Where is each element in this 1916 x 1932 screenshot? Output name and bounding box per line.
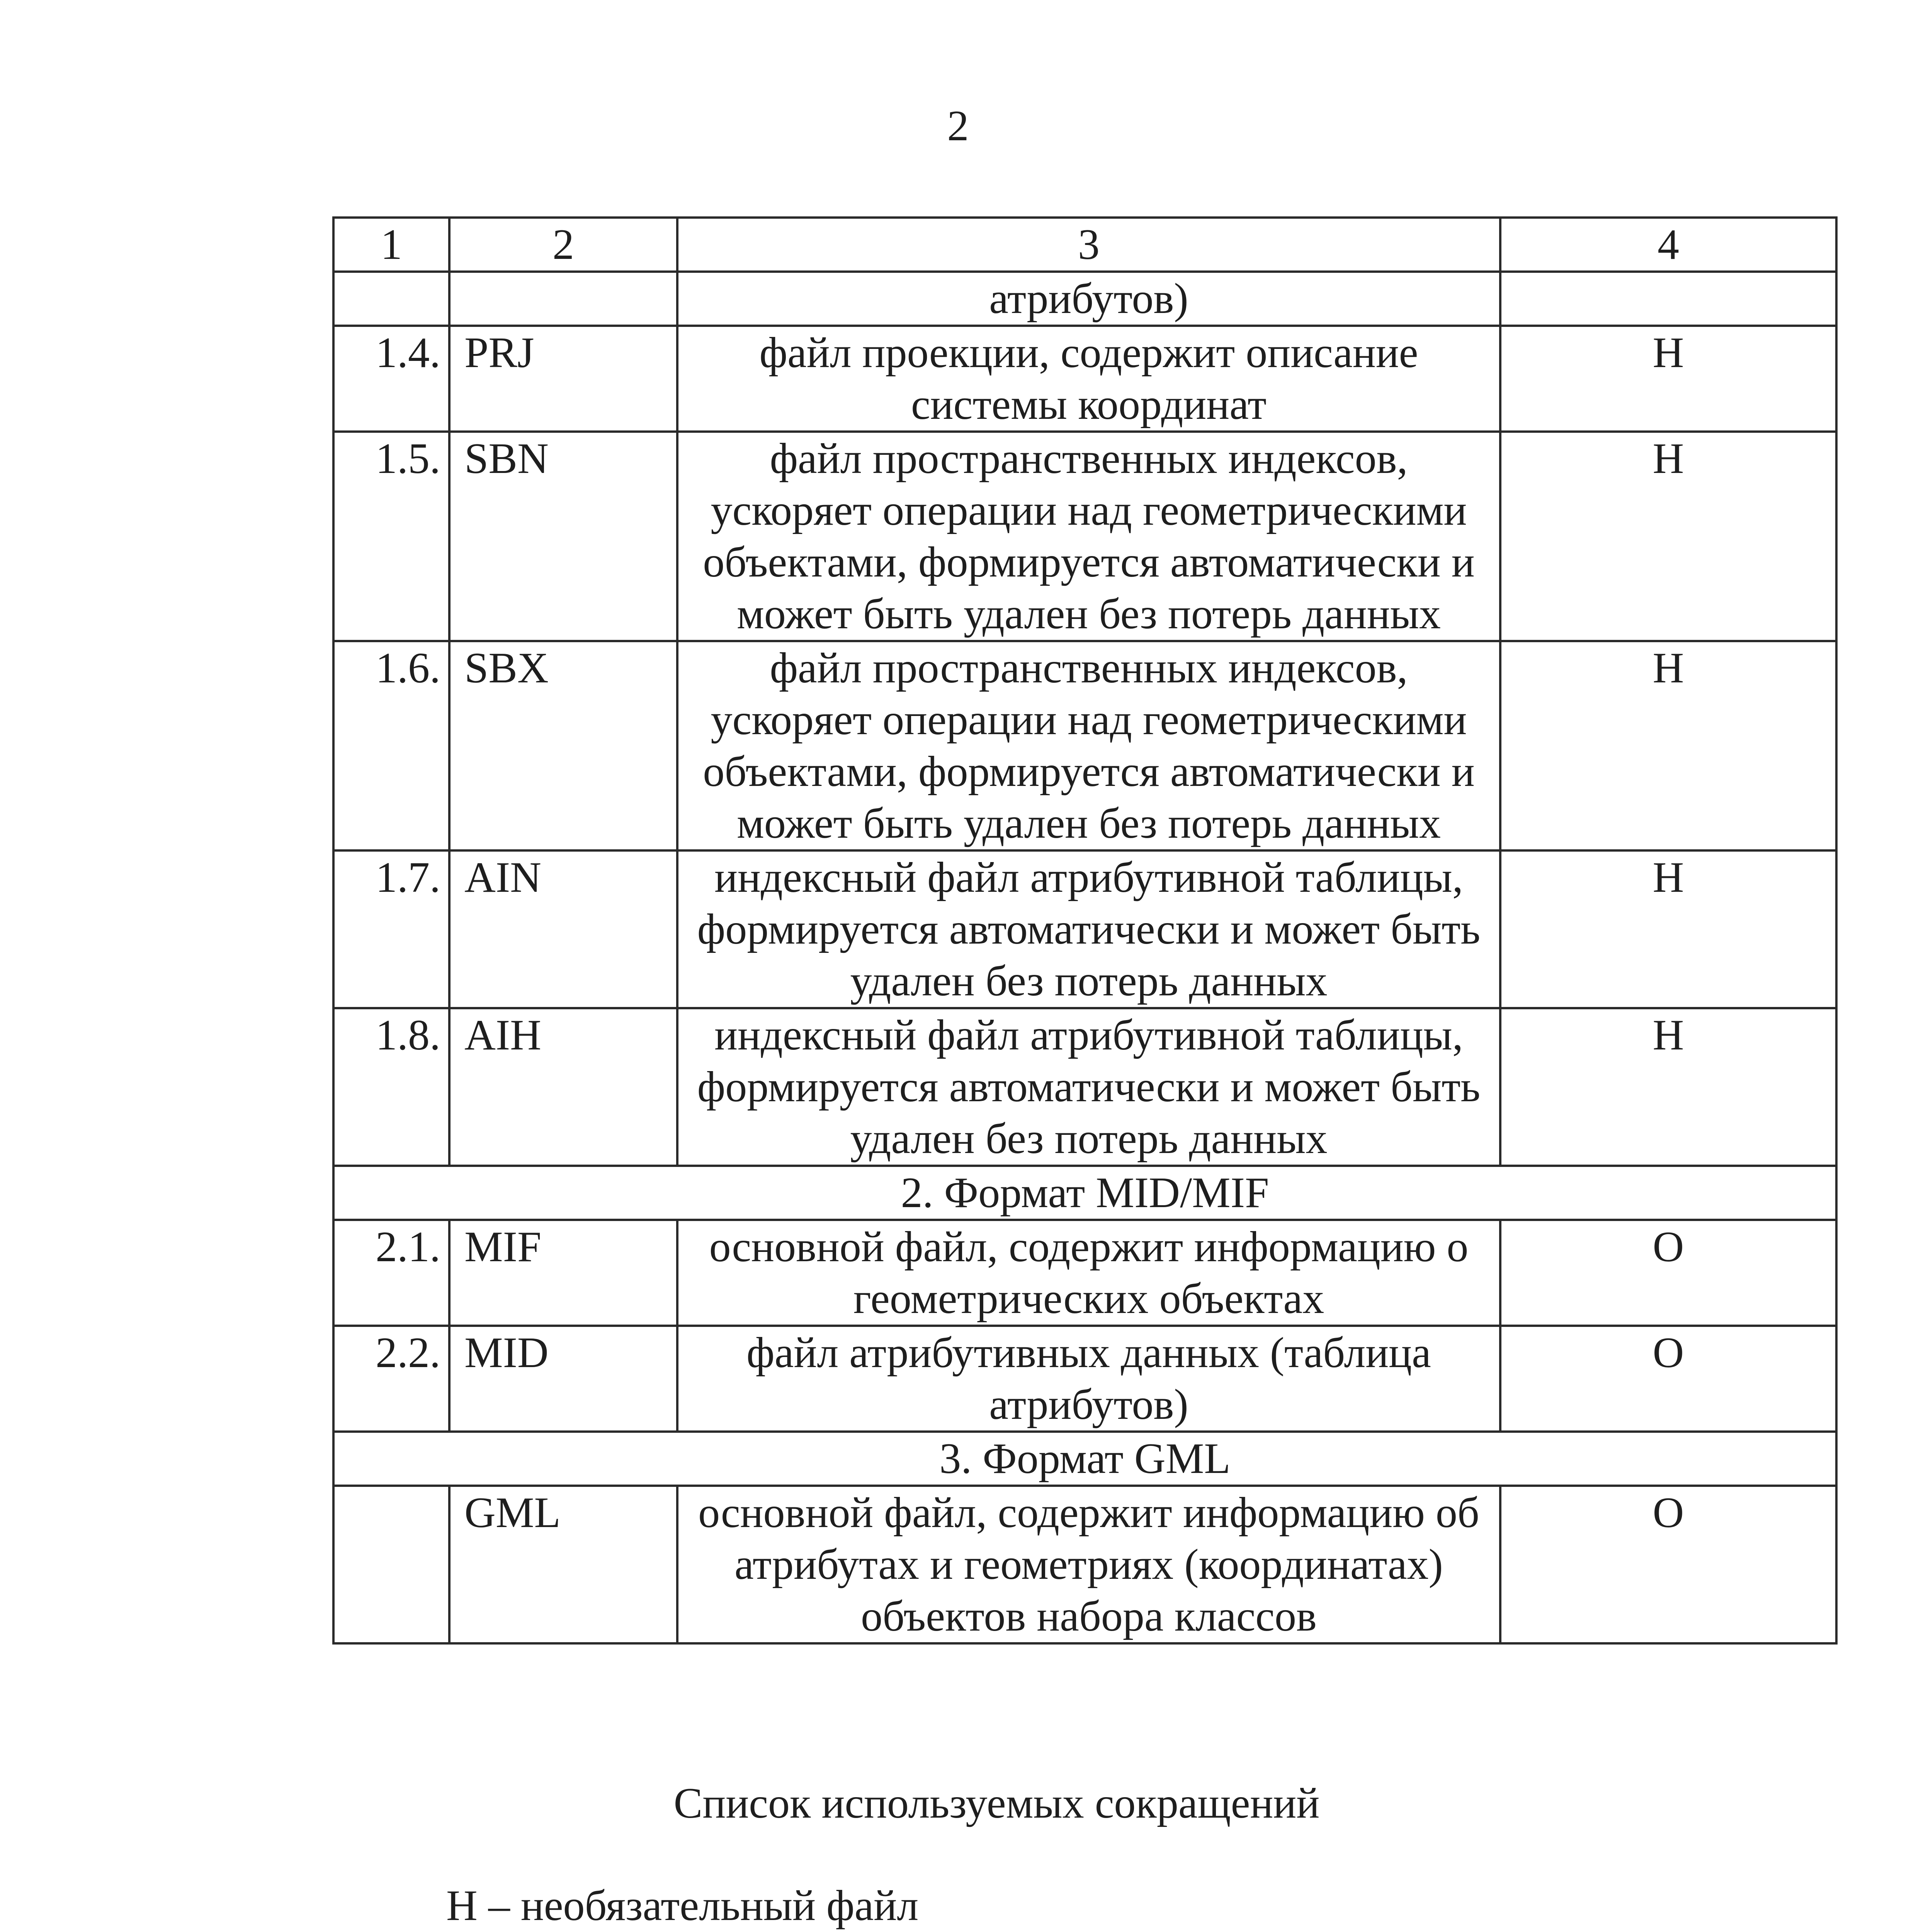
requirement-flag: О	[1500, 1326, 1836, 1432]
file-extension: SBN	[449, 432, 677, 641]
row-number: 1.6.	[333, 641, 449, 850]
file-extension: PRJ	[449, 326, 677, 432]
row-number: 1.4.	[333, 326, 449, 432]
file-extension: SBX	[449, 641, 677, 850]
file-extension: GML	[449, 1486, 677, 1643]
section-row	[333, 1432, 1836, 1486]
requirement-flag	[1500, 272, 1836, 326]
file-description: индексный файл атрибутивной таблицы, формируется автоматически и может быть удален без потерь данных	[677, 1008, 1500, 1166]
row-number: 2.2.	[333, 1326, 449, 1432]
table-body	[333, 218, 1836, 1643]
table-row	[333, 641, 1836, 850]
row-number: 1.7.	[333, 850, 449, 1008]
table-row	[333, 1486, 1836, 1643]
page-number: 2	[947, 102, 969, 150]
file-formats-table	[332, 216, 1838, 1645]
requirement-flag: Н	[1500, 326, 1836, 432]
file-description: файл пространственных индексов, ускоряет операции над геометрическими объектами, формируется автоматически и может быть удален без потерь данных	[677, 432, 1500, 641]
abbreviations-title: Список используемых сокращений	[673, 1779, 1320, 1827]
file-description: файл атрибутивных данных (таблица атрибутов)	[677, 1326, 1500, 1432]
abbreviation-item: Н – необязательный файл	[446, 1882, 919, 1930]
section-title: 3. Формат GML	[333, 1432, 1836, 1486]
header-cell: 3	[677, 218, 1500, 272]
row-number	[333, 272, 449, 326]
file-extension	[449, 272, 677, 326]
file-extension: AIN	[449, 850, 677, 1008]
requirement-flag: О	[1500, 1220, 1836, 1326]
file-extension: AIH	[449, 1008, 677, 1166]
requirement-flag: Н	[1500, 1008, 1836, 1166]
file-description: основной файл, содержит информацию о геометрических объектах	[677, 1220, 1500, 1326]
abbreviations-list	[446, 1880, 1750, 1932]
requirement-flag: О	[1500, 1486, 1836, 1643]
row-number: 1.5.	[333, 432, 449, 641]
table-row	[333, 326, 1836, 432]
requirement-flag: Н	[1500, 850, 1836, 1008]
file-description: атрибутов)	[677, 272, 1500, 326]
table-row	[333, 850, 1836, 1008]
table-row	[333, 432, 1836, 641]
table-row	[333, 272, 1836, 326]
header-cell: 2	[449, 218, 677, 272]
section-title: 2. Формат MID/MIF	[333, 1166, 1836, 1220]
file-description: основной файл, содержит информацию об атрибутах и геометриях (координатах) объектов набора классов	[677, 1486, 1500, 1643]
file-extension: MID	[449, 1326, 677, 1432]
row-number: 2.1.	[333, 1220, 449, 1326]
table-row	[333, 1220, 1836, 1326]
header-cell: 4	[1500, 218, 1836, 272]
requirement-flag: Н	[1500, 641, 1836, 850]
requirement-flag: Н	[1500, 432, 1836, 641]
file-description: файл пространственных индексов, ускоряет операции над геометрическими объектами, формируется автоматически и может быть удален без потерь данных	[677, 641, 1500, 850]
file-description: файл проекции, содержит описание системы координат	[677, 326, 1500, 432]
table-row	[333, 1008, 1836, 1166]
row-number	[333, 1486, 449, 1643]
file-description: индексный файл атрибутивной таблицы, формируется автоматически и может быть удален без потерь данных	[677, 850, 1500, 1008]
table-row	[333, 1326, 1836, 1432]
file-extension: MIF	[449, 1220, 677, 1326]
row-number: 1.8.	[333, 1008, 449, 1166]
header-cell: 1	[333, 218, 449, 272]
table-header-row	[333, 218, 1836, 272]
section-row	[333, 1166, 1836, 1220]
